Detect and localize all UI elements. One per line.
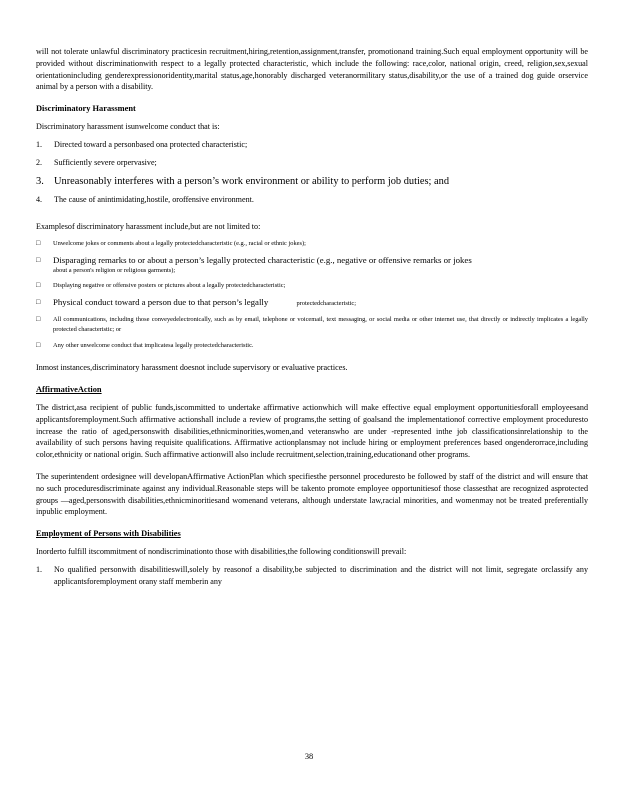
example-bullet <box>36 297 588 310</box>
bullet-subtext: about a person's religion or religious garments); <box>53 267 176 275</box>
bullet-text: Physical conduct toward a person due to that person’s legally <box>53 296 269 307</box>
harassment-closing: Inmost instances,discriminatory harassment doesnot include supervisory or evaluative practices. <box>36 363 348 373</box>
bullet-text: Unwelcome jokes or comments about a legally protectedcharacteristic (e.g., racial or ethnic jokes); <box>53 240 306 248</box>
harassment-item <box>36 139 588 151</box>
item-text: No qualified personwith disabilitieswill,solely by reasonof a disability,be subjected to discrimination and the district will not limit, segregate orclassify any applicantsforemployment orany staff memberin any <box>54 564 588 586</box>
affirmative-heading: AffirmativeAction <box>36 384 102 394</box>
harassment-item <box>36 194 588 206</box>
item-number: 1. <box>36 564 43 574</box>
bullet-text: Any other unwelcome conduct that implicatesa legally protectedcharacteristic. <box>53 341 254 349</box>
harassment-lead: Discriminatory harassment isunwelcome conduct that is: <box>36 122 220 132</box>
item-number: 1. <box>36 139 43 149</box>
intro-paragraph: will not tolerate unlawful discriminatory practicesin recruitment,hiring,retention,assignment,transfer, promotionand training.Such equal employment opportunity will be provided without discriminationwith respect to a legally protected characteristic, which include the following: race,color, national origin, creed, religion,sex,sexual orientationincluding genderexpressionoridentity,marital status,age,honorably discharged veteranormilitary status,disability,or the use of a trained dog guide orservice animal by a person with a disability. <box>36 47 588 92</box>
example-bullet <box>36 255 588 276</box>
item-number: 2. <box>36 157 43 167</box>
example-bullet <box>36 315 588 334</box>
page-number: 38 <box>304 752 314 761</box>
disabilities-item <box>36 564 588 588</box>
item-number: 4. <box>36 194 43 204</box>
bullet-text: Displaying negative or offensive posters or pictures about a legally protectedcharacteristic; <box>53 282 286 290</box>
harassment-heading: Discriminatory Harassment <box>36 104 136 114</box>
item-text: Directed toward a personbased ona protected characteristic; <box>54 139 248 149</box>
bullet-marker-icon: □ <box>36 315 41 324</box>
bullet-marker-icon: □ <box>36 281 41 290</box>
bullet-marker-icon: □ <box>36 255 41 264</box>
item-text: The cause of anintimidating,hostile, oroffensive environment. <box>54 194 254 204</box>
example-bullet <box>36 239 588 249</box>
bullet-text: All communications, including those conveyedelectronically, such as by email, telephone or voicemail, text messaging, or social media or other internet use, that directly or indirectly implicates a legally protected characteristic; or <box>53 316 588 333</box>
affirmative-paragraph-1: The district,asa recipient of public funds,iscommitted to undertake affirmative actionwhich will make effective equal employment opportunitiesforall employeesand applicantsforemployment.Such affirmative actionshall include a review of programs,the setting of goalsand the implementationof corrective employment proceduresto increase the ratio of aged,personswith disabilities,ethnicminorities,women,and veteranswho are under -represented inthe job classificationsinrelationship to the availability of such persons having requisite qualifications. Affirmative actionplansmay not include hiring or employment preferences based ongenderorrace,including color,ethnicity or national origin. Such affirmative actionwill also include recruitment,selection,training,educationand other programs. <box>36 402 588 460</box>
harassment-item <box>36 175 588 188</box>
disabilities-lead: Inorderto fulfill itscommitment of nondiscriminationto those with disabilities,the following conditionswill prevail: <box>36 547 407 557</box>
item-text: Unreasonably interferes with a person’s work environment or ability to perform job duties; and <box>54 175 450 187</box>
example-bullet <box>36 341 588 351</box>
disabilities-heading: Employment of Persons with Disabilities <box>36 529 181 539</box>
bullet-marker-icon: □ <box>36 340 41 349</box>
bullet-text: Disparaging remarks to or about a person’s legally protected characteristic (e.g., negative or offensive remarks or jokes <box>53 254 472 265</box>
example-bullet <box>36 281 588 291</box>
item-number: 3. <box>36 175 44 187</box>
bullet-marker-icon: □ <box>36 239 41 248</box>
item-text: Sufficiently severe orpervasive; <box>54 157 157 167</box>
examples-lead: Examplesof discriminatory harassment include,but are not limited to: <box>36 222 261 232</box>
bullet-marker-icon: □ <box>36 297 41 306</box>
affirmative-paragraph-2: The superintendent ordesignee will developanAffirmative ActionPlan which specifiesthe personnel proceduresto be followed by staff of the district and will ensure that no such proceduresdiscriminate against any individual.Reasonable steps will be takento promote employee opportunitiesof those classesthat are recognized asprotected groups —aged,personswith disabilities,ethnicminoritiesand womenand veterans, although understate law,racial minorities, and womenmay not be treated preferentially inpublic employment. <box>36 471 588 517</box>
bullet-tail: protectedcharacteristic; <box>296 299 357 307</box>
page-body <box>36 46 588 588</box>
harassment-item <box>36 157 588 169</box>
